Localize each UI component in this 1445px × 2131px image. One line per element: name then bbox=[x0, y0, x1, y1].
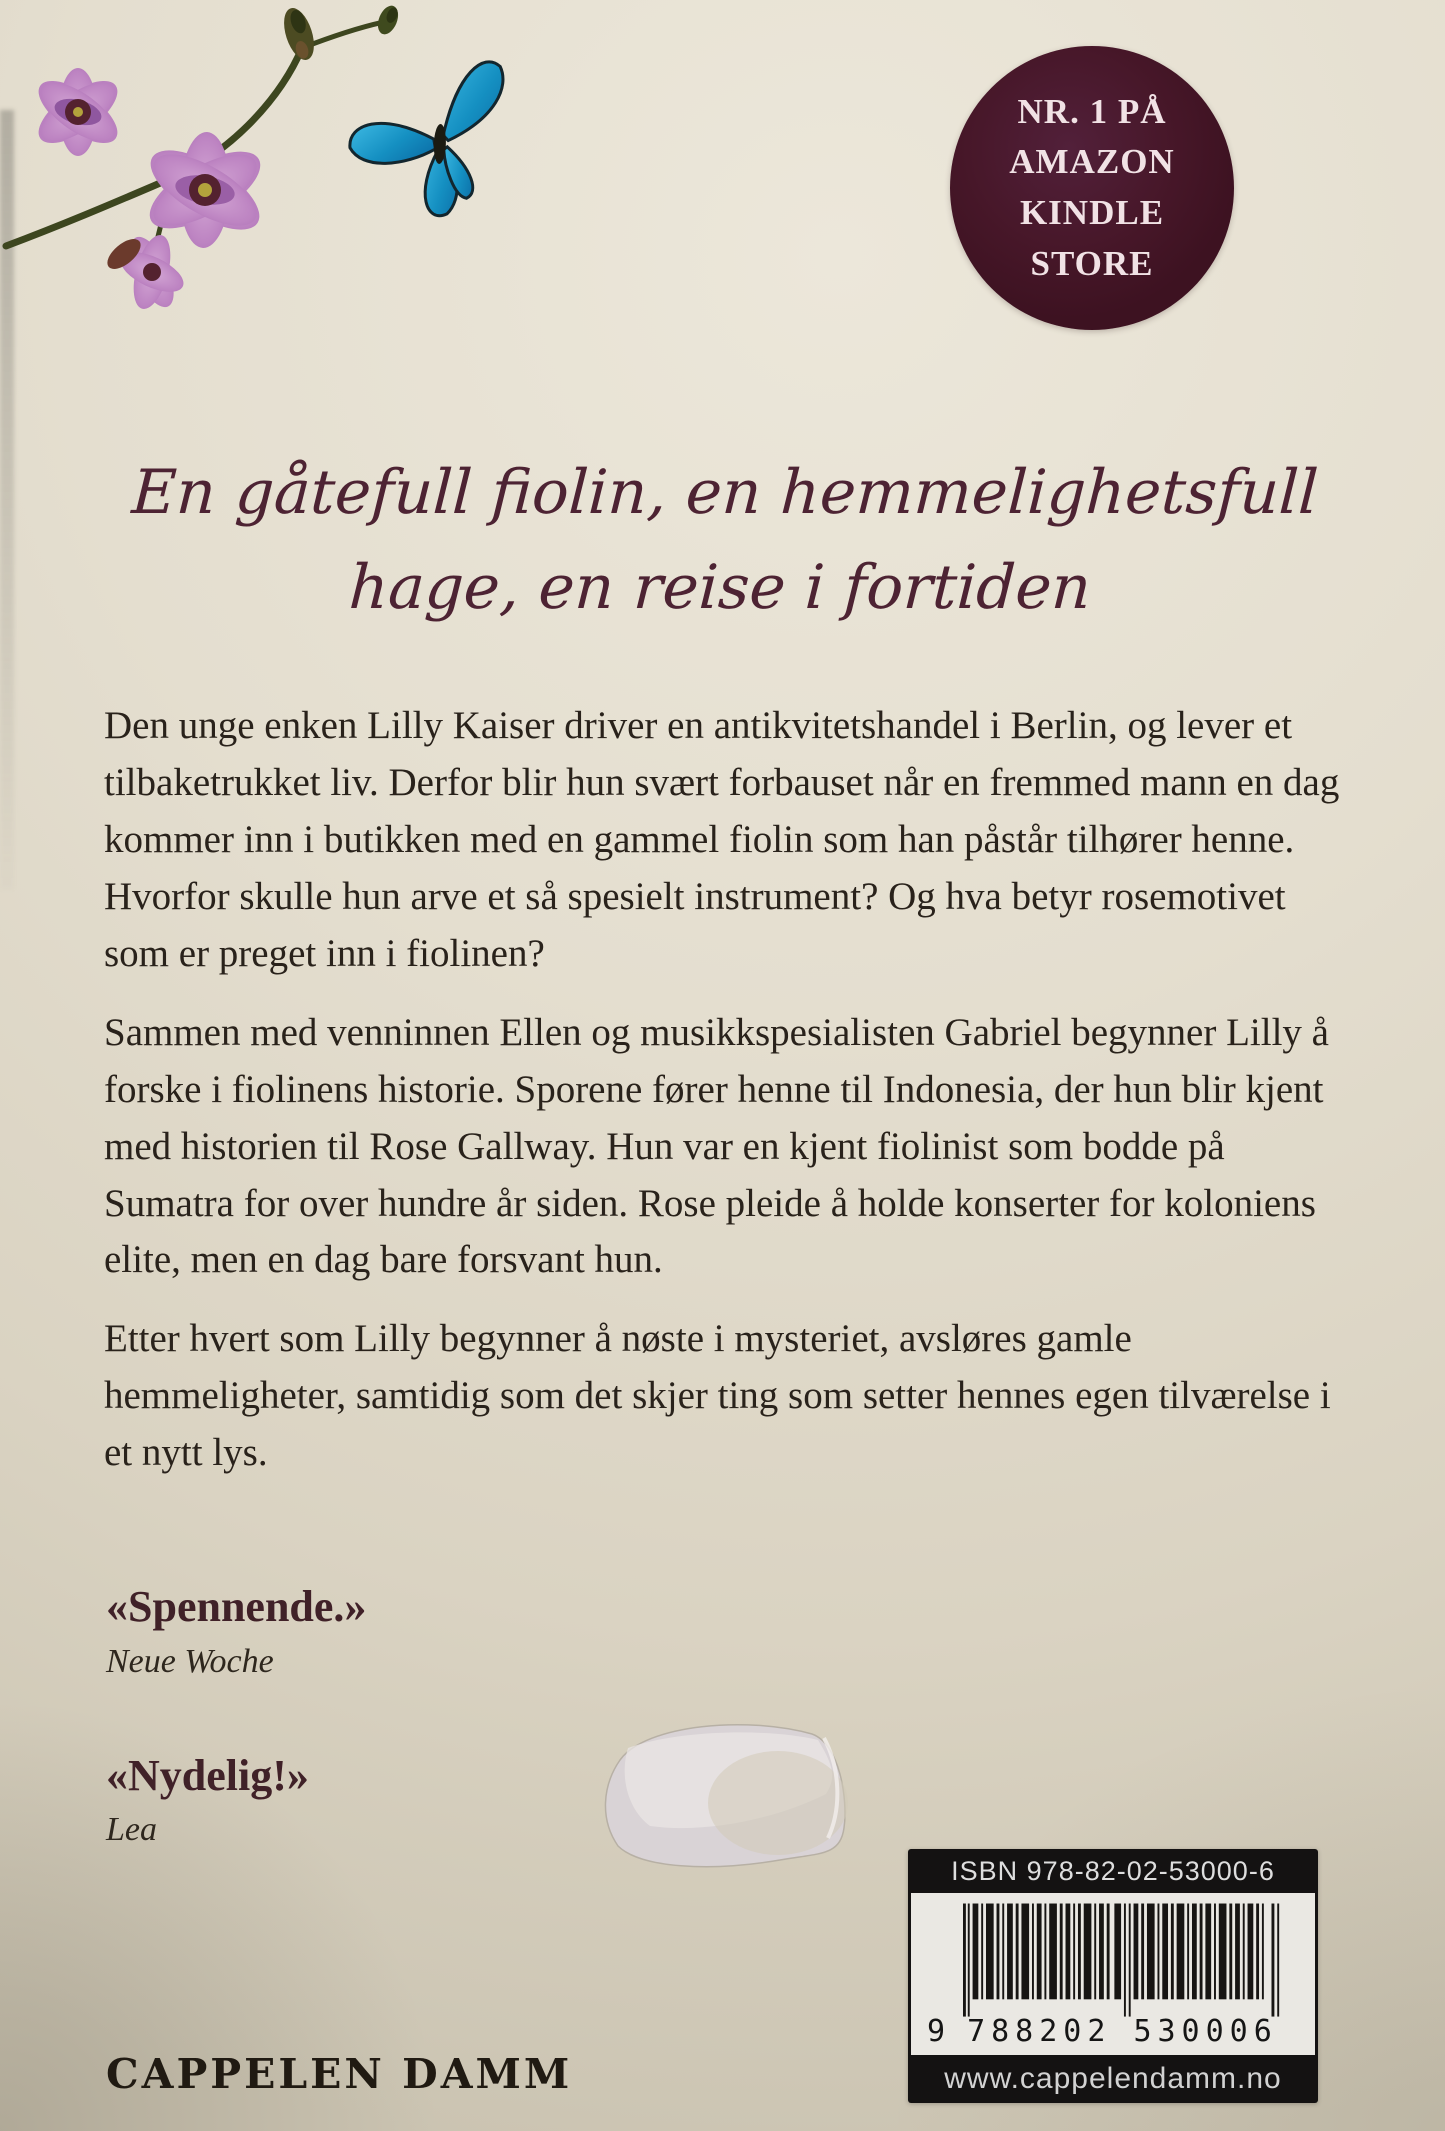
publisher-website: www.cappelendamm.no bbox=[944, 2062, 1282, 2095]
review-quote bbox=[106, 1582, 706, 1681]
synopsis-paragraph-3: Etter hvert som Lilly begynner å nøste i mysteriet, avsløres gamle hemmeligheter, samtidig som det skjer ting som setter hennes egen tilværelse i et nytt lys. bbox=[104, 1317, 1331, 1475]
orchid-branch-illustration bbox=[0, 0, 560, 345]
badge-line: KINDLE bbox=[1019, 193, 1165, 232]
badge-line: NR. 1 PÅ bbox=[1017, 91, 1167, 131]
badge-line: AMAZON bbox=[1009, 142, 1175, 182]
badge-line: STORE bbox=[1030, 243, 1154, 283]
barcode-digit-group: 788202 bbox=[967, 2014, 1112, 2049]
isbn-band bbox=[908, 1849, 1318, 1893]
quote-source: Neue Woche bbox=[106, 1642, 274, 1680]
torn-sticker-residue bbox=[588, 1708, 860, 1878]
tagline-line2: hage, en reise i fortiden bbox=[347, 551, 1093, 623]
quote-text: «Nydelig!» bbox=[106, 1750, 309, 1800]
orchid-bud-small bbox=[374, 3, 402, 38]
ean-barcode bbox=[963, 1901, 1283, 2021]
synopsis-paragraph-2: Sammen med venninnen Ellen og musikkspesialisten Gabriel begynner Lilly å forske i fiolinens historie. Sporene fører henne til Indonesia, der hun blir kjent med historien til Rose Gallway. Hun var en kjent fiolinist som bodde på Sumatra for over hundre år siden. Rose pleide å holde konserter for koloniens elite, men en dag bare forsvant hun. bbox=[104, 1010, 1329, 1282]
quote-source: Lea bbox=[106, 1811, 157, 1849]
website-band bbox=[908, 2055, 1318, 2103]
isbn-label: ISBN 978-82-02-53000-6 bbox=[951, 1855, 1275, 1886]
barcode-digits bbox=[927, 2014, 1312, 2049]
tagline-line1: En gåtefull fiolin, en hemmelighetsfull bbox=[130, 457, 1320, 528]
synopsis-paragraph-1: Den unge enken Lilly Kaiser driver en antikvitetshandel i Berlin, og lever et tilbaketrukket liv. Derfor blir hun svært forbauset når en fremmed mann en dag kommer inn i butikken med en gammel fiolin som han påstår tilhører henne. Hvorfor skulle hun arve et så spesielt instrument? Og hva betyr rosemotivet som er preget inn i fiolinen? bbox=[104, 704, 1340, 975]
barcode-digit-group: 530006 bbox=[1133, 2014, 1278, 2049]
barcode-digit-group: 9 bbox=[927, 2014, 952, 2049]
synopsis bbox=[104, 698, 1356, 1504]
orchid-flower-drooping bbox=[102, 231, 189, 313]
orchid-bud bbox=[278, 4, 319, 63]
butterfly-illustration bbox=[339, 60, 524, 230]
publisher-logo: CAPPELEN DAMM bbox=[106, 2050, 573, 2098]
orchid-flower bbox=[29, 68, 127, 156]
amazon-kindle-badge bbox=[950, 46, 1234, 330]
barcode-panel bbox=[911, 1893, 1315, 2055]
barcode-block bbox=[908, 1849, 1318, 2103]
tagline bbox=[65, 446, 1380, 635]
quote-text: «Spennende.» bbox=[106, 1582, 367, 1631]
